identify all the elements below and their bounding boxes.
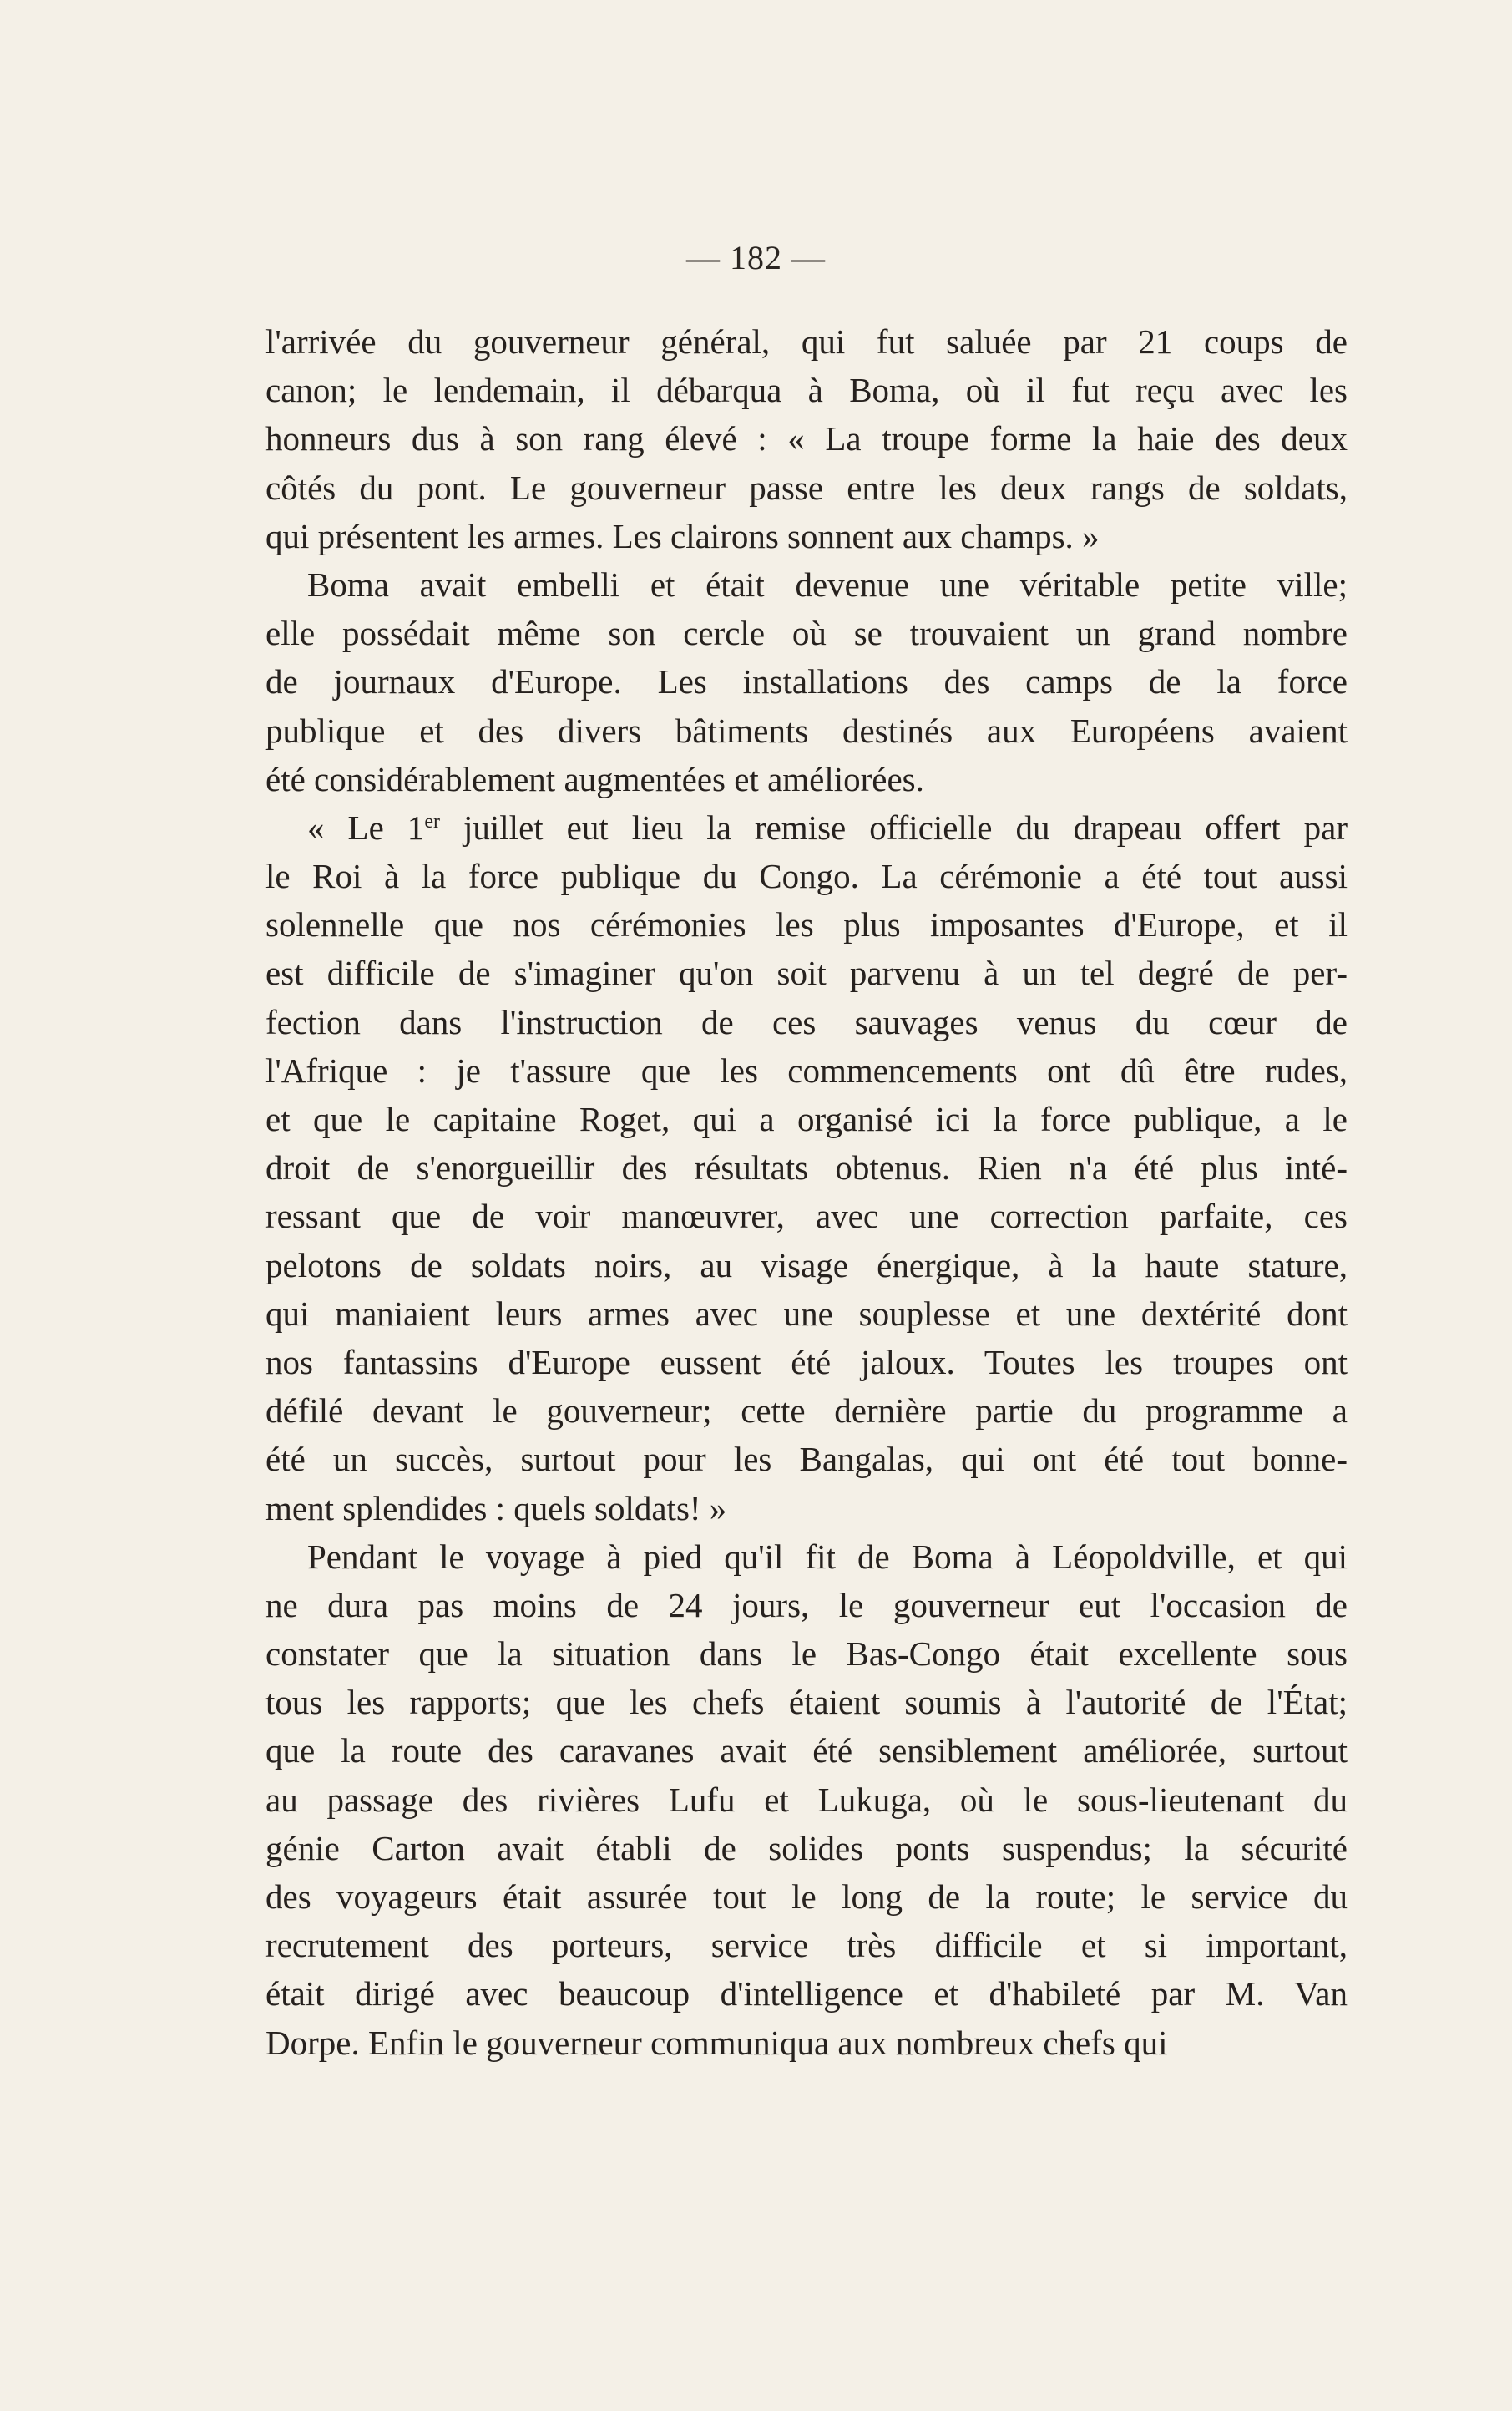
paragraph	[265, 317, 1348, 560]
text-line: recrutement des porteurs, service très difficile et si important,	[265, 1926, 1348, 1965]
text-line: est difficile de s'imaginer qu'on soit parvenu à un tel degré de per-	[265, 954, 1348, 993]
text-line: tous les rapports; que les chefs étaient soumis à l'autorité de l'État;	[265, 1683, 1348, 1722]
text-line: ne dura pas moins de 24 jours, le gouverneur eut l'occasion de	[265, 1585, 1348, 1624]
text-line: pelotons de soldats noirs, au visage énergique, à la haute stature,	[265, 1245, 1348, 1284]
page-number: — 182 —	[686, 239, 826, 276]
text-line: était dirigé avec beaucoup d'intelligence et d'habileté par M. Van	[265, 1974, 1348, 2013]
text-line: qui maniaient leurs armes avec une souplesse et une dextérité dont	[265, 1294, 1348, 1333]
text-line: canon; le lendemain, il débarqua à Boma, où il fut reçu avec les	[265, 371, 1348, 410]
text-line: génie Carton avait établi de solides ponts suspendus; la sécurité	[265, 1828, 1348, 1867]
text-line: ressant que de voir manœuvrer, avec une correction parfaite, ces	[265, 1197, 1348, 1236]
paragraph	[265, 1532, 1348, 2067]
text-line: l'Afrique : je t'assure que les commencements ont dû être rudes,	[265, 1051, 1348, 1090]
paragraph	[265, 803, 1348, 1532]
text-line: côtés du pont. Le gouverneur passe entre les deux rangs de soldats,	[265, 468, 1348, 507]
text-line: été un succès, surtout pour les Bangalas, qui ont été tout bonne-	[265, 1440, 1348, 1479]
paragraph	[265, 560, 1348, 803]
text-line: fection dans l'instruction de ces sauvages venus du cœur de	[265, 1002, 1348, 1041]
body-text	[265, 317, 1348, 2067]
text-line: le Roi à la force publique du Congo. La cérémonie a été tout aussi	[265, 857, 1348, 896]
text-line: publique et des divers bâtiments destinés aux Européens avaient	[265, 711, 1348, 750]
text-line: « Le 1er juillet eut lieu la remise officielle du drapeau offert par	[307, 808, 1348, 847]
text-line: solennelle que nos cérémonies les plus imposantes d'Europe, et il	[265, 905, 1348, 945]
text-line: droit de s'enorgueillir des résultats obtenus. Rien n'a été plus inté-	[265, 1148, 1348, 1188]
text-line: défilé devant le gouverneur; cette dernière partie du programme a	[265, 1391, 1348, 1431]
text-line: que la route des caravanes avait été sensiblement améliorée, surtout	[265, 1731, 1348, 1770]
text-line: ment splendides : quels soldats! »	[265, 1488, 727, 1527]
text-line: Dorpe. Enfin le gouverneur communiqua aux nombreux chefs qui	[265, 2023, 1168, 2062]
text-line: honneurs dus à son rang élevé : « La troupe forme la haie des deux	[265, 419, 1348, 458]
text-line: qui présentent les armes. Les clairons sonnent aux champs. »	[265, 516, 1100, 555]
text-line: constater que la situation dans le Bas-Congo était excellente sous	[265, 1634, 1348, 1674]
text-line: été considérablement augmentées et améliorées.	[265, 759, 924, 798]
text-line: l'arrivée du gouverneur général, qui fut saluée par 21 coups de	[265, 322, 1348, 361]
text-line: nos fantassins d'Europe eussent été jaloux. Toutes les troupes ont	[265, 1342, 1348, 1381]
text-line: et que le capitaine Roget, qui a organisé ici la force publique, a le	[265, 1100, 1348, 1138]
text-line: de journaux d'Europe. Les installations des camps de la force	[265, 662, 1348, 702]
text-line: elle possédait même son cercle où se trouvaient un grand nombre	[265, 614, 1348, 653]
text-line: des voyageurs était assurée tout le long de la route; le service du	[265, 1877, 1348, 1916]
text-line: au passage des rivières Lufu et Lukuga, où le sous-lieutenant du	[265, 1780, 1348, 1819]
text-line: Boma avait embelli et était devenue une véritable petite ville;	[307, 565, 1348, 604]
text-line: Pendant le voyage à pied qu'il fit de Boma à Léopoldville, et qui	[307, 1537, 1348, 1576]
